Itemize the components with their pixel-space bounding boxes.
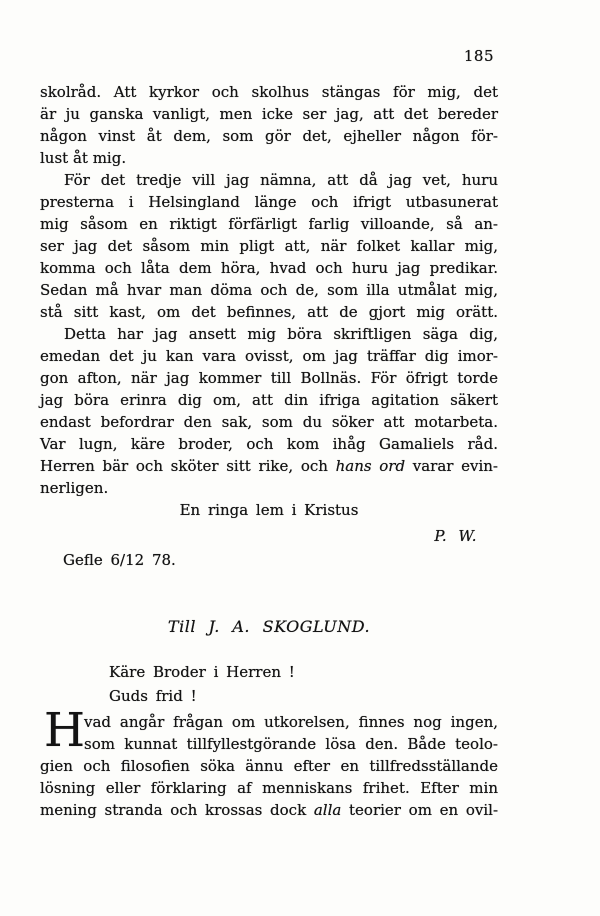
- text-line: någon vinst åt dem, som gör det, ejheller någon för-: [40, 127, 498, 145]
- text-line: Detta har jag ansett mig böra skriftligen säga dig,: [64, 325, 498, 343]
- text-line: [40, 799, 498, 821]
- text-line: som kunnat tillfyllestgörande lösa den. Både teolo-: [84, 735, 498, 753]
- text-segment: varar evin-: [405, 457, 498, 475]
- text-line: presterna i Helsingland länge och ifrigt utbasunerat: [40, 193, 498, 211]
- text-line: stå sitt kast, om det befinnes, att de gjort mig orätt.: [40, 303, 498, 321]
- salutation-line-2: Guds frid !: [109, 687, 197, 705]
- text-line: lösning eller förklaring af menniskans frihet. Efter min: [40, 779, 498, 797]
- text-line: Var lugn, käre broder, och kom ihåg Gamaliels råd.: [40, 435, 498, 453]
- text-line: nerligen.: [40, 479, 109, 497]
- text-segment: Herren bär och sköter sitt rike, och: [40, 457, 336, 475]
- salutation-line-1: Käre Broder i Herren !: [109, 663, 295, 681]
- emphasized-text: hans ord: [335, 457, 406, 475]
- letter-dateline: Gefle 6/12 78.: [63, 551, 176, 569]
- paragraph-third: [40, 323, 498, 499]
- text-column: [40, 81, 498, 821]
- text-line: är ju ganska vanligt, men icke ser jag, att det bereder: [40, 105, 498, 123]
- text-line: gien och filosofien söka ännu efter en tillfredsställande: [40, 757, 498, 775]
- paragraph-continued: [40, 81, 498, 169]
- letter-signature: P. W.: [434, 527, 477, 545]
- text-line: vad angår frågan om utkorelsen, finnes nog ingen,: [84, 713, 498, 731]
- text-line: ser jag det såsom min pligt att, när folket kallar mig,: [40, 237, 498, 255]
- text-line: [40, 455, 498, 477]
- emphasized-text: alla: [313, 801, 342, 819]
- paragraph-continuation: [40, 755, 498, 821]
- drop-cap-letter: H: [44, 703, 85, 758]
- text-line: skolråd. Att kyrkor och skolhus stängas för mig, det: [40, 83, 498, 101]
- page-number: 185: [463, 47, 494, 65]
- text-line: gon afton, när jag kommer till Bollnäs. För öfrigt torde: [40, 369, 498, 387]
- text-segment: mening stranda och krossas dock: [40, 801, 314, 819]
- text-line: endast befordrar den sak, som du söker att motarbeta.: [40, 413, 498, 431]
- letter-closing: En ringa lem i Kristus: [179, 501, 359, 519]
- text-line: jag böra erinra dig om, att din ifriga agitation säkert: [40, 391, 498, 409]
- text-line: lust åt mig.: [40, 149, 127, 167]
- paragraph-second: [40, 169, 498, 323]
- text-line: mig såsom en riktigt förfärligt farlig villoande, så an-: [40, 215, 498, 233]
- text-line: För det tredje vill jag nämna, att då jag vet, huru: [64, 171, 498, 189]
- letter-heading: Till J. A. SKOGLUND.: [167, 617, 371, 636]
- text-line: komma och låta dem höra, hvad och huru jag predikar.: [40, 259, 498, 277]
- text-line: Sedan må hvar man döma och de, som illa utmålat mig,: [40, 281, 498, 299]
- dropcap-adjacent-lines: [40, 711, 498, 755]
- text-line: emedan det ju kan vara ovisst, om jag träffar dig imor-: [40, 347, 498, 365]
- opening-paragraph: [40, 703, 499, 821]
- text-segment: teorier om en ovil-: [341, 801, 499, 819]
